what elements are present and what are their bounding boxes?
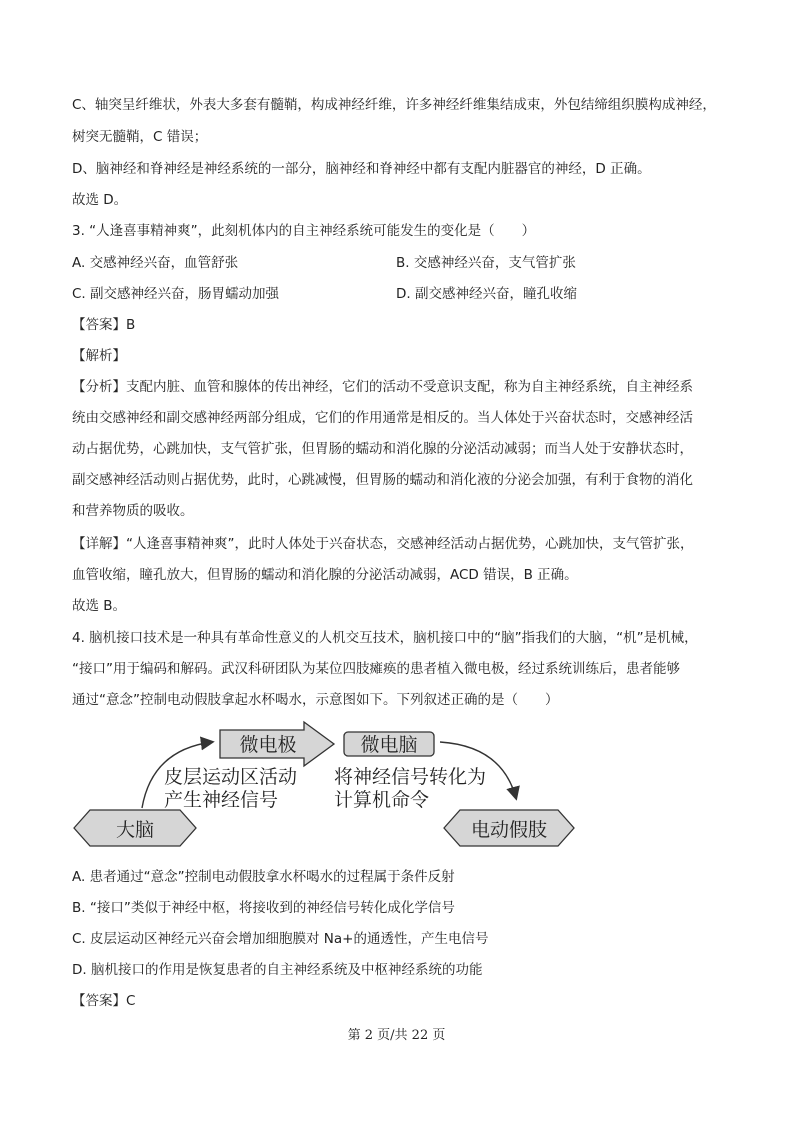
question-4: “接口”用于编码和解码。武汉科研团队为某位四肢瘫痪的患者植入微电极，经过系统训练后，患者能够	[72, 661, 680, 677]
question-3: 3. “人逢喜事精神爽”，此刻机体内的自主神经系统可能发生的变化是（ ）	[72, 223, 536, 239]
text-line: 故选 D。	[72, 192, 128, 208]
option-4c: C. 皮层运动区神经元兴奋会增加细胞膜对 Na+的通透性，产生电信号	[72, 931, 489, 947]
analysis-line: 动占据优势，心跳加快，支气管扩张，但胃肠的蠕动和消化腺的分泌活动减弱；而当人处于安静状态时，	[72, 441, 693, 457]
option-4b: B. “接口”类似于神经中枢，将接收到的神经信号转化成化学信号	[72, 900, 455, 916]
analysis-line: 副交感神经活动则占据优势，此时，心跳减慢，但胃肠的蠕动和消化液的分泌会加强，有利于食物的消化	[72, 472, 693, 488]
question-4: 通过“意念”控制电动假肢拿起水杯喝水，示意图如下。下列叙述正确的是（ ）	[72, 692, 559, 708]
text-line: C、轴突呈纤维状，外表大多套有髓鞘，构成神经纤维，许多神经纤维集结成束，外包结缔组织膜构成神经，	[72, 97, 716, 113]
analysis-heading: 【解析】	[72, 348, 126, 364]
detail-line: 故选 B。	[72, 598, 127, 614]
brain-node	[74, 810, 196, 846]
brain-label: 大脑	[115, 819, 155, 841]
option-3c: C. 副交感神经兴奋，肠胃蠕动加强	[72, 286, 280, 302]
text-line: 树突无髓鞘，C 错误；	[72, 129, 208, 145]
microcomputer-node	[344, 732, 434, 756]
detail-line: 【详解】“人逢喜事精神爽”，此时人体处于兴奋状态，交感神经活动占据优势，心跳加快，支气管扩张，	[72, 536, 694, 552]
cortex-label-1: 皮层运动区活动	[164, 766, 298, 788]
bci-diagram	[72, 720, 592, 855]
prosthesis-label: 电动假肢	[470, 819, 548, 841]
detail-line: 血管收缩，瞳孔放大，但胃肠的蠕动和消化腺的分泌活动减弱，ACD 错误，B 正确。	[72, 567, 578, 583]
cortex-label-2: 产生神经信号	[164, 789, 279, 811]
microcomputer-label: 微电脑	[360, 734, 418, 756]
question-4: 4. 脑机接口技术是一种具有革命性意义的人机交互技术，脑机接口中的“脑”指我们的大脑，“机”是机械，	[72, 630, 698, 646]
prosthesis-node	[444, 810, 574, 846]
answer-4: 【答案】C	[72, 993, 136, 1009]
analysis-line: 【分析】支配内脏、血管和腺体的传出神经，它们的活动不受意识支配，称为自主神经系统，自主神经系	[72, 379, 693, 395]
microelectrode-node	[220, 722, 334, 766]
analysis-line: 和营养物质的吸收。	[72, 503, 194, 519]
convert-label-1: 将神经信号转化为	[334, 766, 487, 788]
option-3a: A. 交感神经兴奋，血管舒张	[72, 255, 239, 271]
text-line: D、脑神经和脊神经是神经系统的一部分，脑神经和脊神经中都有支配内脏器官的神经，D 正确。	[72, 161, 651, 177]
microelectrode-label: 微电极	[239, 734, 297, 756]
analysis-line: 统由交感神经和副交感神经两部分组成，它们的作用通常是相反的。当人体处于兴奋状态时，交感神经活	[72, 410, 693, 426]
page-footer: 第 2 页/共 22 页	[347, 1028, 446, 1043]
option-4d: D. 脑机接口的作用是恢复患者的自主神经系统及中枢神经系统的功能	[72, 962, 483, 978]
convert-label-2: 计算机命令	[334, 789, 430, 811]
option-4a: A. 患者通过“意念”控制电动假肢拿水杯喝水的过程属于条件反射	[72, 869, 455, 885]
option-3d: D. 副交感神经兴奋，瞳孔收缩	[396, 286, 577, 302]
answer-3: 【答案】B	[72, 317, 136, 333]
option-3b: B. 交感神经兴奋，支气管扩张	[396, 255, 576, 271]
